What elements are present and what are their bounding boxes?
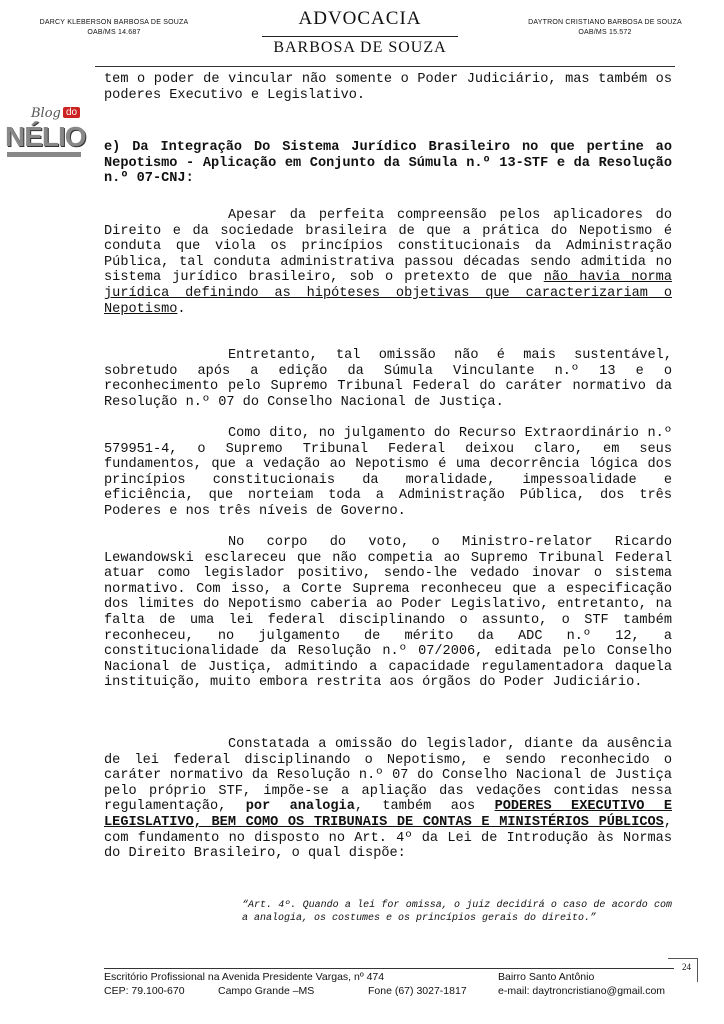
- left-lawyer-oab: OAB/MS 14.687: [87, 29, 141, 36]
- legal-quote-text: “Art. 4º. Quando a lei for omissa, o juiz decidirá o caso de acordo com a analogia, os costumes e os princípios gerais do direito.”: [242, 900, 672, 924]
- footer-office: Escritório Profissional na Avenida Presidente Vargas, nº 474: [104, 971, 385, 983]
- paragraph-3: [104, 426, 672, 520]
- paragraph-5-bold-underlined: PODERES EXECUTIVO E LEGISLATIVO, BEM COMO OS TRIBUNAIS DE CONTAS E MINISTÉRIOS PÚBLICOS: [104, 799, 672, 830]
- logo-do-badge: do: [63, 107, 80, 118]
- logo-name: NÉLIO: [5, 121, 86, 152]
- header-right-lawyer: [520, 18, 690, 38]
- logo-bar: [7, 152, 81, 157]
- paragraph-0: tem o poder de vincular não somente o Poder Judiciário, mas também os poderes Executivo e Legislativo.: [104, 72, 672, 103]
- right-lawyer-name: DAYTRON CRISTIANO BARBOSA DE SOUZA: [528, 19, 682, 26]
- logo-blog-text: Blog: [31, 106, 61, 121]
- letterhead-advocacia: ADVOCACIA: [298, 8, 422, 29]
- paragraph-5-text: Constatada a omissão do legislador, diante da ausência de lei federal disciplinando o Nepotismo, e sendo reconhecido o caráter normativo da Resolução n.º 07 do Conselho Nacional de Justiça pelo próprio STF, impõe-se a apliação das vedações contidas nessa regulamentação,: [104, 737, 672, 815]
- blog-logo: [3, 106, 86, 158]
- header-left-lawyer: [34, 18, 194, 38]
- page-number: [668, 958, 698, 982]
- header-rule: [95, 66, 675, 67]
- paragraph-4-text: No corpo do voto, o Ministro-relator Ricardo Lewandowski esclareceu que não competia ao Supremo Tribunal Federal atuar como legislador positivo, sendo-lhe vedado inovar o sistema normativo. Com isso, a Corte Suprema reconheceu que a especificação dos limites do Nepotismo caberia ao Poder Legislativo, entretanto, na falta de uma lei federal disciplinando o assunto, o STF também reconheceu, no julgamento de mérito da ADC n.º 12, a constitucionalidade da Resolução n.º 07/2006, editada pelo Conselho Nacional de Justiça, admitindo a capacidade regulamentadora daquela instituição, muito embora restrita aos órgãos do Poder Judiciário.: [104, 535, 672, 691]
- legal-quote: [242, 900, 672, 925]
- letterhead-title: [260, 8, 460, 58]
- right-lawyer-oab: OAB/MS 15.572: [578, 29, 632, 36]
- footer-city: Campo Grande –MS: [218, 985, 315, 997]
- paragraph-5: [104, 737, 672, 862]
- paragraph-3-text: Como dito, no julgamento do Recurso Extraordinário n.º 579951-4, o Supremo Tribunal Federal deixou claro, em seus fundamentos, que a vedação ao Nepotismo é uma decorrência lógica dos princípios constitucionais da moralidade, impessoalidade e eficiência, que norteiam toda a Administração Pública, dos três Poderes e nos três níveis de Governo.: [104, 426, 672, 519]
- paragraph-1-underlined: não havia norma jurídica definindo as hipóteses objetivas que caracterizariam o Nepotismo: [104, 270, 672, 317]
- paragraph-2: [104, 348, 672, 410]
- footer-rule: [104, 968, 674, 969]
- page-number-text: 24: [682, 962, 691, 972]
- footer-district: Bairro Santo Antônio: [498, 971, 595, 983]
- paragraph-5-end: , com fundamento no disposto no Art. 4º da Lei de Introdução às Normas do Direito Brasileiro, o qual dispõe:: [104, 814, 672, 862]
- footer-phone: Fone (67) 3027-1817: [368, 985, 467, 997]
- paragraph-4: [104, 535, 672, 691]
- footer-email: e-mail: daytroncristiano@gmail.com: [498, 985, 666, 997]
- paragraph-1-end: .: [177, 301, 186, 317]
- paragraph-5-mid: , também aos: [354, 799, 495, 815]
- paragraph-2-text: Entretanto, tal omissão não é mais sustentável, sobretudo após a edição da Súmula Vinculante n.º 13 e o reconhecimento pelo Supremo Tribunal Federal do caráter normativo da Resolução n.º 07 do Conselho Nacional de Justiça.: [104, 348, 672, 410]
- letterhead-firm-name: BARBOSA DE SOUZA: [273, 39, 447, 56]
- letterhead-divider: [262, 36, 458, 37]
- paragraph-5-bold: por analogia: [245, 799, 355, 815]
- paragraph-1-text: Apesar da perfeita compreensão pelos aplicadores do Direito e da sociedade brasileira de que a prática do Nepotismo é conduta que viola os princípios constitucionais da Administração Pública, tal conduta administrativa passou décadas sendo admitida no sistema jurídico brasileiro, sob o pretexto de que: [104, 208, 672, 286]
- left-lawyer-name: DARCY KLEBERSON BARBOSA DE SOUZA: [39, 19, 189, 26]
- section-heading: [104, 140, 672, 187]
- footer-cep: CEP: 79.100-670: [104, 985, 185, 997]
- section-heading-text: e) Da Integração Do Sistema Jurídico Brasileiro no que pertine ao Nepotismo - Aplicação em Conjunto da Súmula n.º 13-STF e da Resolução n.º 07-CNJ:: [104, 140, 672, 187]
- paragraph-continued: [104, 72, 672, 103]
- paragraph-1: [104, 208, 672, 317]
